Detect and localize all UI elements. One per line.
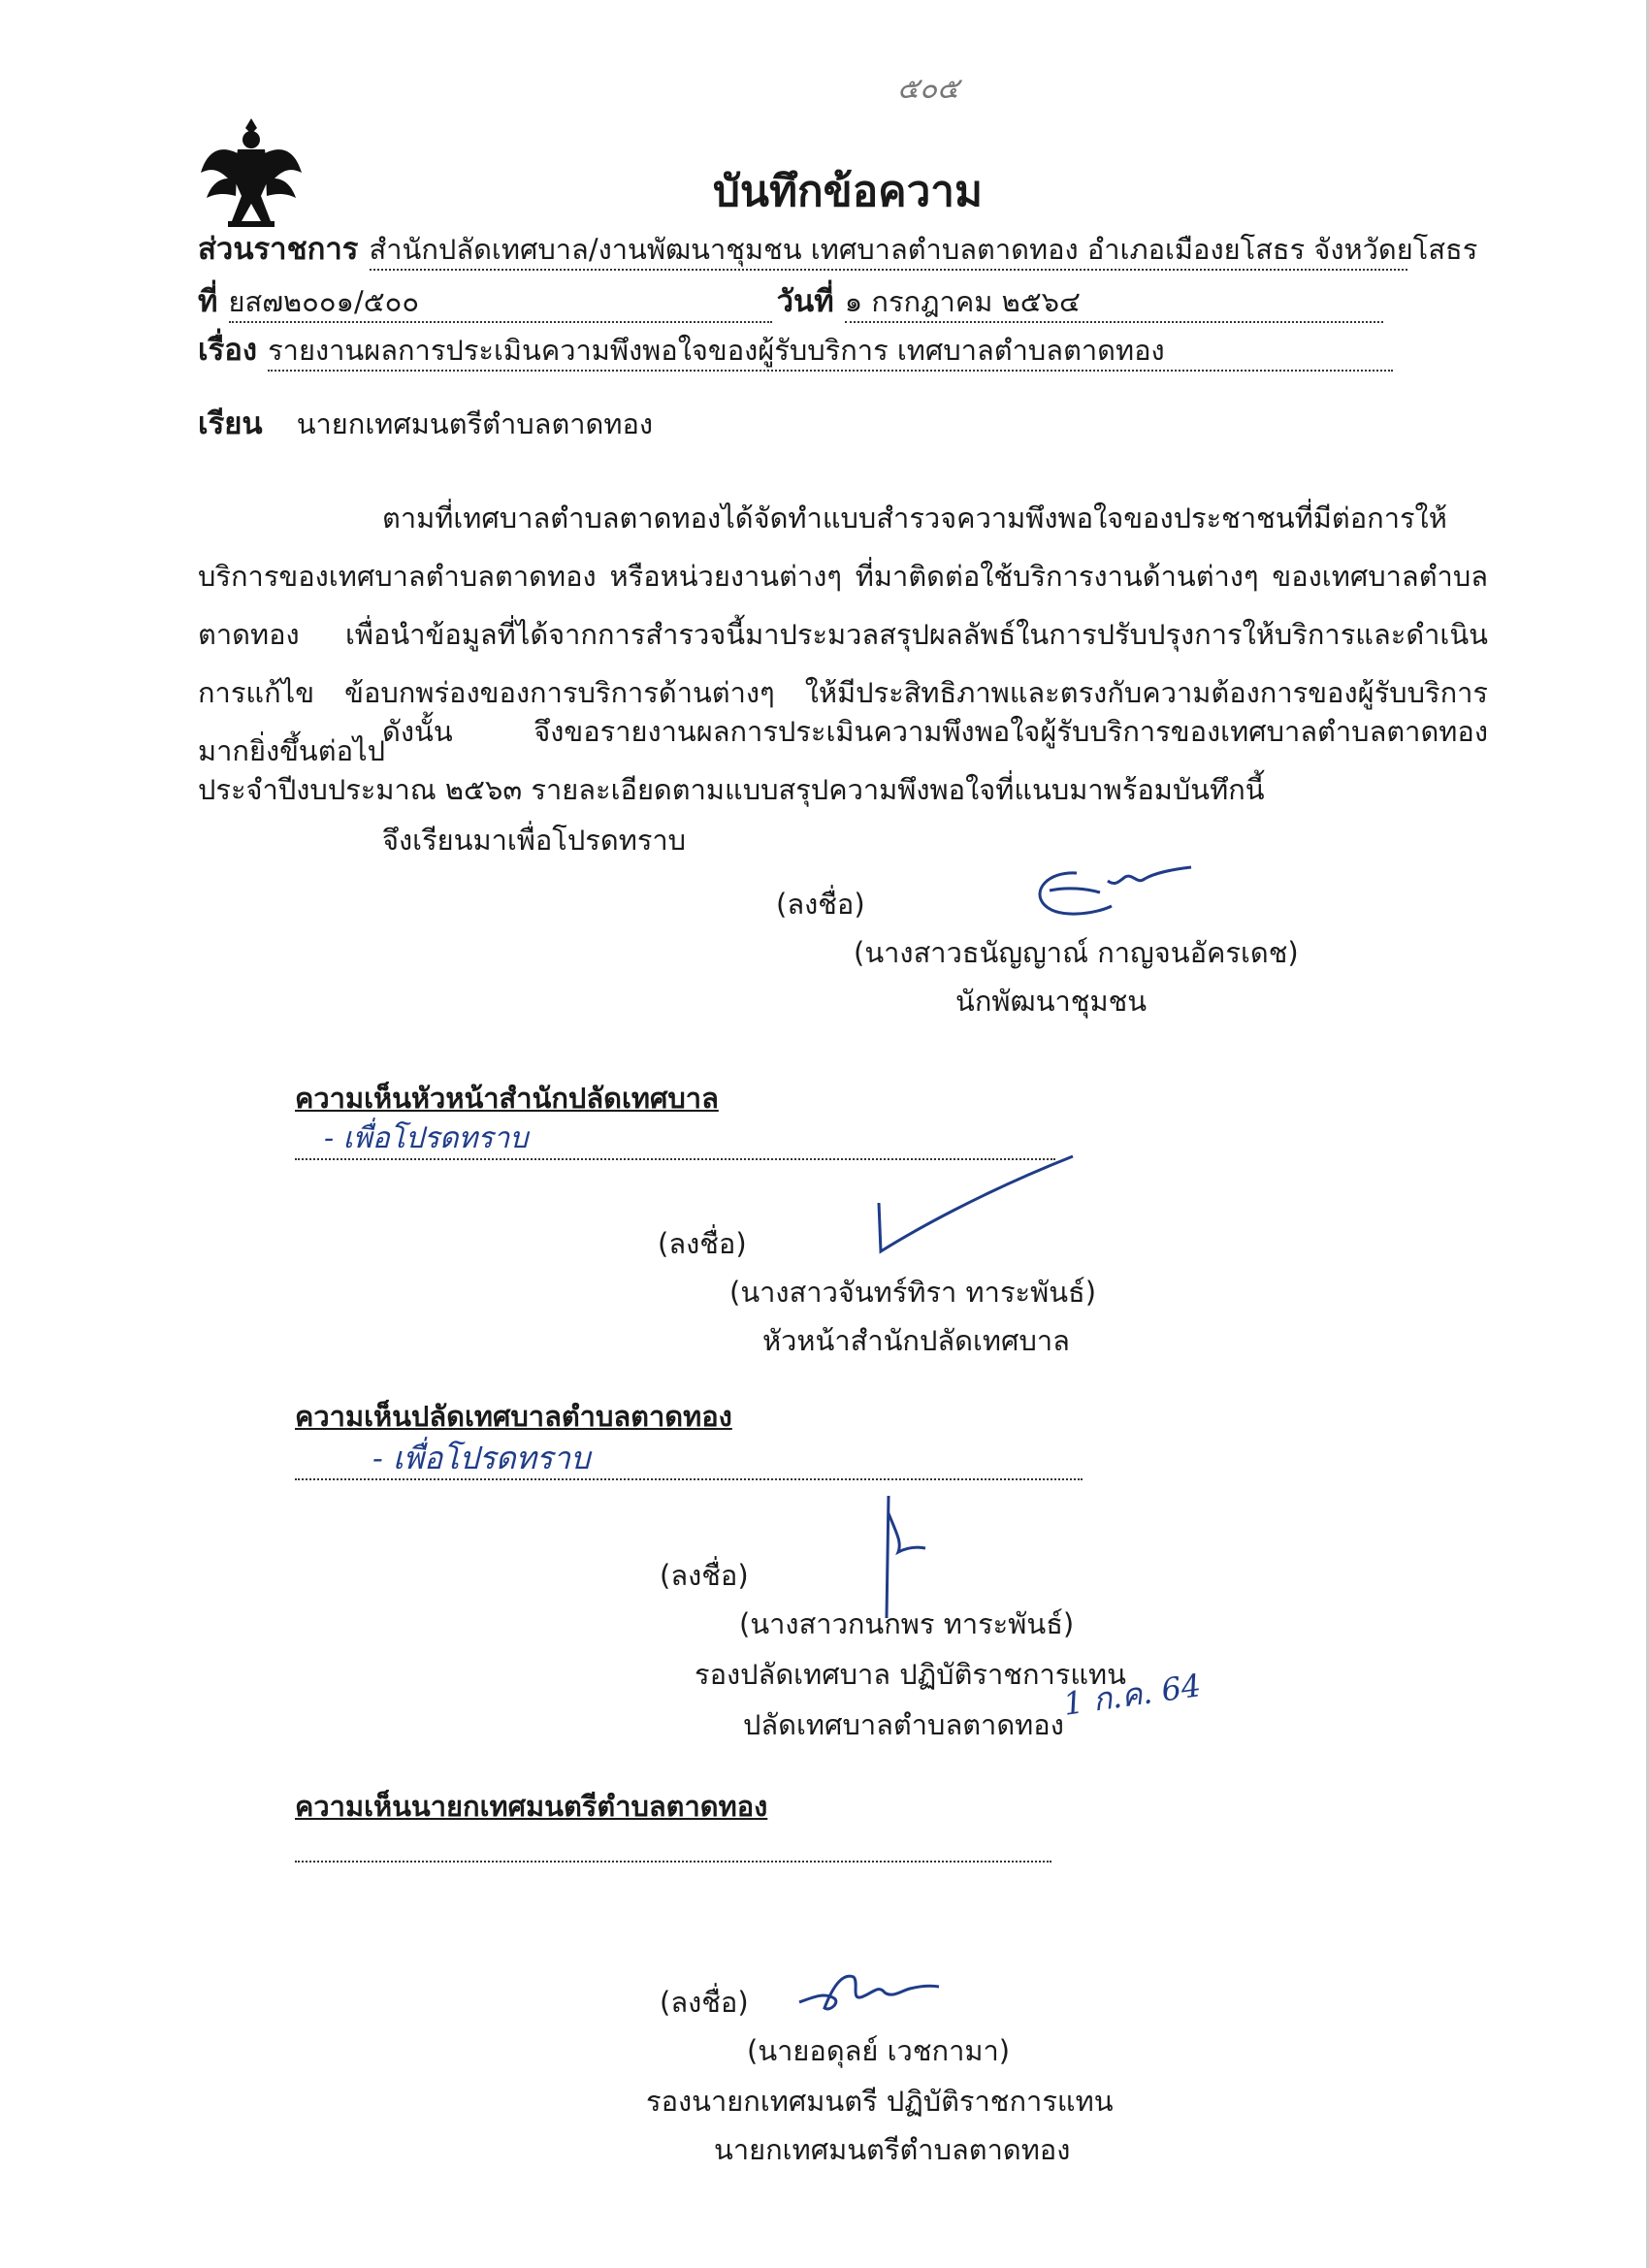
date-value: ๑ กรกฎาคม ๒๕๖๔: [845, 282, 1383, 323]
to-row: [198, 404, 653, 444]
signer1-name: (นางสาวธนัญญาณ์ กาญจนอัครเดช): [854, 936, 1299, 969]
section3-handwritten-date: 1 ก.ค. 64: [1060, 1667, 1204, 1723]
section2-signer-name: (นางสาวจันทร์ทิรา ทาระพันธ์): [729, 1276, 1097, 1309]
section3-heading: ความเห็นปลัดเทศบาลตำบลตาดทอง: [295, 1400, 732, 1433]
ref-label: ที่: [198, 284, 218, 319]
subject-label: เรื่อง: [198, 333, 258, 368]
section4-signer-position-2: นายกเทศมนตรีตำบลตาดทอง: [714, 2133, 1071, 2166]
section3-comment: - เพื่อโปรดทราบ: [372, 1440, 591, 1476]
date-label: วันที่: [776, 284, 834, 319]
section3-comment-line: [295, 1440, 1083, 1480]
to-value: นายกเทศมนตรีตำบลตาดทอง: [296, 407, 654, 440]
section4-heading: ความเห็นนายกเทศมนตรีตำบลตาดทอง: [295, 1790, 768, 1823]
section3-signer-position-1: รองปลัดเทศบาล ปฏิบัติราชการแทน: [695, 1658, 1126, 1691]
signer1-position: นักพัฒนาชุมชน: [955, 985, 1148, 1018]
signature-1: [1018, 852, 1193, 929]
section4-signer-name: (นายอดุลย์ เวชกามา): [747, 2034, 1011, 2067]
page-number: ๕๐๕: [897, 72, 959, 106]
section4-comment-line: [295, 1831, 1051, 1863]
section2-comment: - เพื่อโปรดทราบ: [324, 1121, 529, 1155]
agency-row: [198, 229, 1478, 270]
section2-signer-position: หัวหน้าสำนักปลัดเทศบาล: [762, 1324, 1070, 1357]
signature-4: [795, 1963, 941, 2022]
body-paragraph-1: ตามที่เทศบาลตำบลตาดทองได้จัดทำแบบสำรวจความพึงพอใจของประชาชนที่มีต่อการให้บริการของเทศบาลตำบลตาดทอง หรือหน่วยงานต่างๆ ที่มาติดต่อใช้บริการงานด้านต่างๆ ของเทศบาลตำบลตาดทอง เพื่อนำข้อมูลที่ได้จากการสำรวจนี้มาประมวลสรุปผลลัพธ์ในการปรับปรุงการให้บริการและดำเนินการแก้ไข ข้อบกพร่องของการบริการด้านต่างๆ ให้มีประสิทธิภาพและตรงกับความต้องการของผู้รับบริการมากยิ่งขึ้นต่อไป: [198, 502, 1488, 767]
sign-label-4: (ลงชื่อ): [660, 1986, 749, 2019]
section4-signer-position-1: รองนายกเทศมนตรี ปฏิบัติราชการแทน: [646, 2085, 1114, 2118]
sign-label-3: (ลงชื่อ): [660, 1559, 749, 1592]
agency-label: ส่วนราชการ: [198, 232, 359, 267]
memo-title: บันทึกข้อความ: [713, 167, 984, 216]
to-label: เรียน: [198, 406, 263, 441]
body-paragraph-2: ดังนั้น จึงขอรายงานผลการประเมินความพึงพอใจผู้รับบริการของเทศบาลตำบลตาดทอง ประจำปีงบประมาณ ๒๕๖๓ รายละเอียดตามแบบสรุปความพึงพอใจที่แนบมาพร้อมบันทึกนี้: [198, 715, 1488, 806]
subject-row: [198, 330, 1422, 371]
garuda-emblem-icon: [199, 114, 304, 231]
agency-value: สำนักปลัดเทศบาล/งานพัฒนาชุมชน เทศบาลตำบลตาดทอง อำเภอเมืองยโสธร จังหวัดยโสธร: [370, 230, 1407, 271]
subject-value: รายงานผลการประเมินความพึงพอใจของผู้รับบริการ เทศบาลตำบลตาดทอง: [268, 331, 1393, 372]
sign-label-2: (ลงชื่อ): [658, 1227, 747, 1260]
section3-signer-name: (นางสาวกนกพร ทาระพันธ์): [739, 1607, 1075, 1640]
signature-2: [873, 1154, 1077, 1261]
section2-heading: ความเห็นหัวหน้าสำนักปลัดเทศบาล: [295, 1082, 719, 1115]
section3-signer-position-2: ปลัดเทศบาลตำบลตาดทอง: [743, 1708, 1064, 1741]
ref-value: ยส๗๒๐๐๑/๕๐๐: [229, 282, 772, 323]
closing-line: จึงเรียนมาเพื่อโปรดทราบ: [382, 824, 687, 857]
sign-label-1: (ลงชื่อ): [776, 888, 865, 921]
ref-date-row: [198, 281, 1422, 322]
signature-3: [873, 1494, 931, 1620]
